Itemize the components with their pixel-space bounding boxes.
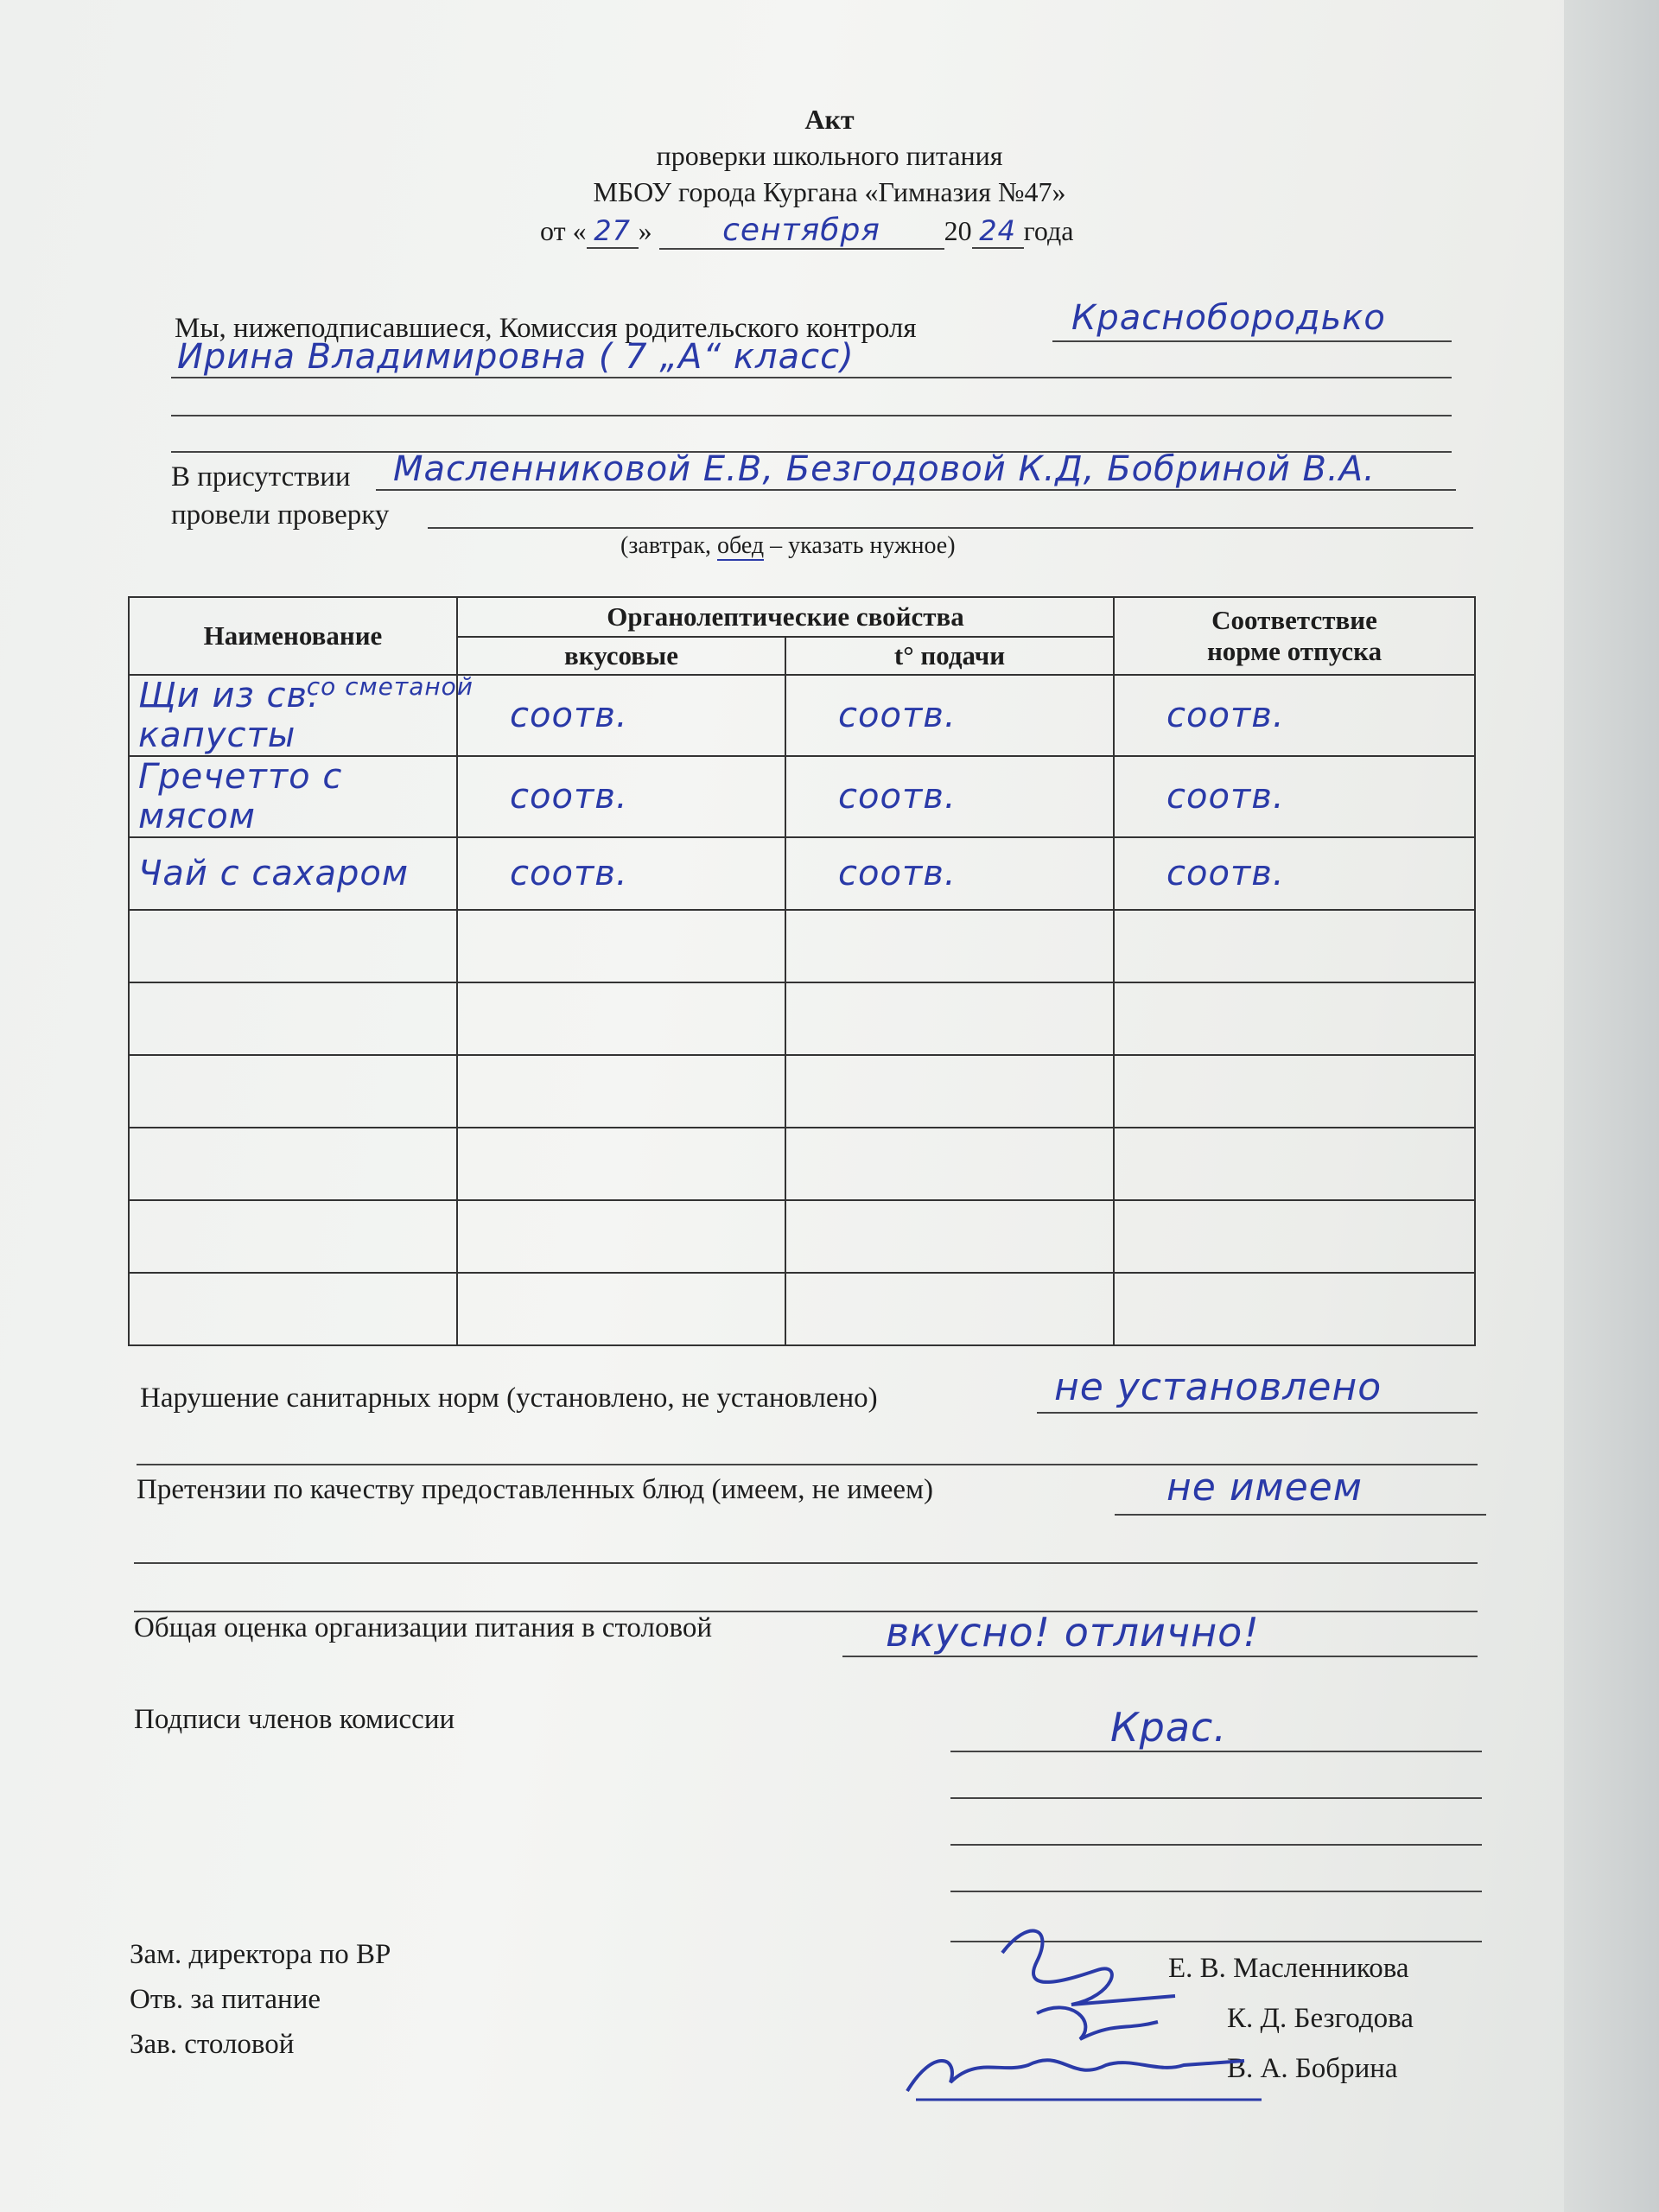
- cell-norm-value: [1123, 999, 1166, 1039]
- cell-norm-value: [1123, 1289, 1166, 1329]
- official-role-3: Зав. столовой: [130, 2029, 295, 2060]
- violations-value[interactable]: не установлено: [1054, 1365, 1382, 1409]
- cell-dish-name[interactable]: [129, 1273, 457, 1345]
- cell-norm-value: [1123, 1144, 1166, 1184]
- cell-norm[interactable]: [1114, 1055, 1475, 1128]
- cell-taste[interactable]: [457, 1128, 785, 1200]
- table-row: [129, 837, 1475, 910]
- cell-taste[interactable]: [457, 910, 785, 982]
- cell-temperature[interactable]: [785, 756, 1114, 837]
- cell-temperature-value: соотв.: [838, 696, 957, 735]
- cell-dish-name[interactable]: [129, 837, 457, 910]
- cell-taste-value: соотв.: [510, 854, 628, 893]
- check-label: провели проверку: [171, 499, 390, 531]
- meal-selected[interactable]: обед: [716, 532, 765, 559]
- official-signatures-scribble: [899, 1901, 1279, 2108]
- cell-temperature-value: [795, 1217, 838, 1256]
- table-row: [129, 756, 1475, 837]
- official-role-2: Отв. за питание: [130, 1984, 321, 2015]
- cell-norm[interactable]: [1114, 756, 1475, 837]
- violations-line: [1037, 1412, 1478, 1414]
- signature-line-4: [950, 1891, 1482, 1892]
- cell-taste-value: [467, 999, 510, 1039]
- cell-taste[interactable]: [457, 756, 785, 837]
- rating-label: Общая оценка организации питания в столовой: [134, 1612, 712, 1643]
- cell-norm[interactable]: [1114, 1273, 1475, 1345]
- inspection-table: [128, 596, 1476, 1346]
- cell-norm[interactable]: [1114, 837, 1475, 910]
- col-header-organoleptic: Органолептические свойства: [457, 597, 1114, 637]
- cell-temperature[interactable]: [785, 837, 1114, 910]
- cell-temperature[interactable]: [785, 910, 1114, 982]
- date-month[interactable]: сентября: [659, 213, 944, 250]
- cell-temperature[interactable]: [785, 675, 1114, 756]
- cell-taste[interactable]: [457, 982, 785, 1055]
- commission-line-1: [1052, 340, 1452, 342]
- cell-taste-value: [467, 1071, 510, 1111]
- official-name-1: Е. В. Масленникова: [1168, 1953, 1409, 1984]
- col-header-name: Наименование: [129, 597, 457, 675]
- cell-dish-name[interactable]: [129, 982, 457, 1055]
- cell-taste[interactable]: [457, 1273, 785, 1345]
- violations-label: Нарушение санитарных норм (установлено, не установлено): [140, 1382, 878, 1414]
- member-signature-1[interactable]: Крас.: [1110, 1704, 1227, 1751]
- table-row: [129, 675, 1475, 756]
- signature-line-3: [950, 1844, 1482, 1846]
- cell-norm-value: [1123, 1217, 1166, 1256]
- cell-temperature-value: [795, 926, 838, 966]
- commission-label: Мы, нижеподписавшиеся, Комиссия родительского контроля: [175, 313, 917, 344]
- cell-dish-name-value: Гречетто с мясом: [138, 757, 343, 836]
- signature-line-1: [950, 1751, 1482, 1752]
- cell-taste-value: соотв.: [510, 696, 628, 735]
- cell-temperature-value: соотв.: [838, 777, 957, 817]
- cell-norm[interactable]: [1114, 675, 1475, 756]
- cell-taste[interactable]: [457, 675, 785, 756]
- school-name: МБОУ города Кургана «Гимназия №47»: [593, 176, 1066, 207]
- presence-line: [376, 489, 1456, 491]
- table-row: [129, 1200, 1475, 1273]
- background-edge: [1564, 0, 1659, 2212]
- cell-temperature[interactable]: [785, 1200, 1114, 1273]
- official-name-2: К. Д. Безгодова: [1227, 2003, 1414, 2034]
- cell-taste-value: [467, 1289, 510, 1329]
- cell-norm[interactable]: [1114, 1128, 1475, 1200]
- presence-value[interactable]: Масленниковой Е.В, Безгодовой К.Д, Бобриной В.А.: [393, 449, 1376, 489]
- presence-label: В присутствии: [171, 461, 351, 493]
- cell-norm-value: [1123, 926, 1166, 966]
- rating-line: [842, 1656, 1478, 1657]
- claims-label: Претензии по качеству предоставленных блюд (имеем, не имеем): [137, 1474, 933, 1505]
- cell-norm[interactable]: [1114, 982, 1475, 1055]
- table-row: [129, 982, 1475, 1055]
- date-line: от « 27 » сентября 20 24 года: [540, 213, 1074, 248]
- cell-dish-name[interactable]: [129, 756, 457, 837]
- cell-temperature-value: соотв.: [838, 854, 957, 893]
- cell-dish-name-value: Щи из св. капусты: [138, 676, 320, 755]
- cell-taste[interactable]: [457, 1055, 785, 1128]
- act-subtitle: проверки школьного питания: [656, 140, 1003, 171]
- col-header-taste: вкусовые: [457, 637, 785, 675]
- claims-value[interactable]: не имеем: [1166, 1465, 1363, 1510]
- signatures-label: Подписи членов комиссии: [134, 1704, 455, 1735]
- act-title: Акт: [804, 104, 855, 135]
- cell-taste[interactable]: [457, 837, 785, 910]
- cell-taste-value: соотв.: [510, 777, 628, 817]
- signature-line-2: [950, 1797, 1482, 1799]
- commission-line-2: [171, 377, 1452, 378]
- rating-value[interactable]: вкусно! отлично!: [886, 1609, 1260, 1656]
- claims-line: [1115, 1514, 1486, 1516]
- cell-taste[interactable]: [457, 1200, 785, 1273]
- table-row: [129, 1128, 1475, 1200]
- cell-temperature-value: [795, 1289, 838, 1329]
- cell-norm-value: [1123, 1071, 1166, 1111]
- date-day[interactable]: 27: [587, 214, 639, 249]
- dish-note: со сметаной: [306, 672, 474, 701]
- table-row: [129, 1055, 1475, 1128]
- commission-member-surname[interactable]: Краснобородько: [1071, 298, 1386, 338]
- cell-norm[interactable]: [1114, 1200, 1475, 1273]
- cell-dish-name[interactable]: [129, 910, 457, 982]
- date-year[interactable]: 24: [972, 214, 1024, 249]
- cell-temperature-value: [795, 1144, 838, 1184]
- cell-temperature-value: [795, 999, 838, 1039]
- cell-dish-name[interactable]: [129, 672, 474, 756]
- commission-line-3: [171, 415, 1452, 416]
- table-row: [129, 910, 1475, 982]
- cell-norm-value: соотв.: [1166, 777, 1285, 817]
- cell-dish-name[interactable]: [129, 1200, 457, 1273]
- cell-taste-value: [467, 926, 510, 966]
- cell-temperature[interactable]: [785, 1273, 1114, 1345]
- cell-taste-value: [467, 1217, 510, 1256]
- cell-norm-value: соотв.: [1166, 696, 1285, 735]
- cell-temperature[interactable]: [785, 982, 1114, 1055]
- cell-dish-name[interactable]: [129, 1128, 457, 1200]
- cell-taste-value: [467, 1144, 510, 1184]
- col-header-norm: Соответствие норме отпуска: [1114, 597, 1475, 675]
- cell-temperature[interactable]: [785, 1128, 1114, 1200]
- meal-hint: (завтрак, обед – указать нужное): [620, 532, 956, 559]
- table-row: [129, 1273, 1475, 1345]
- official-name-3: В. А. Бобрина: [1227, 2053, 1398, 2084]
- col-header-temp: t° подачи: [785, 637, 1114, 675]
- check-line: [428, 527, 1473, 529]
- cell-norm-value: соотв.: [1166, 854, 1285, 893]
- official-role-1: Зам. директора по ВР: [130, 1939, 391, 1970]
- commission-member-name[interactable]: Ирина Владимировна ( 7 „А“ класс): [177, 337, 855, 377]
- cell-norm[interactable]: [1114, 910, 1475, 982]
- cell-dish-name[interactable]: [129, 1055, 457, 1128]
- cell-dish-name-value: Чай с сахаром: [138, 854, 410, 893]
- claims-extra-line-1: [134, 1562, 1478, 1564]
- cell-temperature[interactable]: [785, 1055, 1114, 1128]
- cell-temperature-value: [795, 1071, 838, 1111]
